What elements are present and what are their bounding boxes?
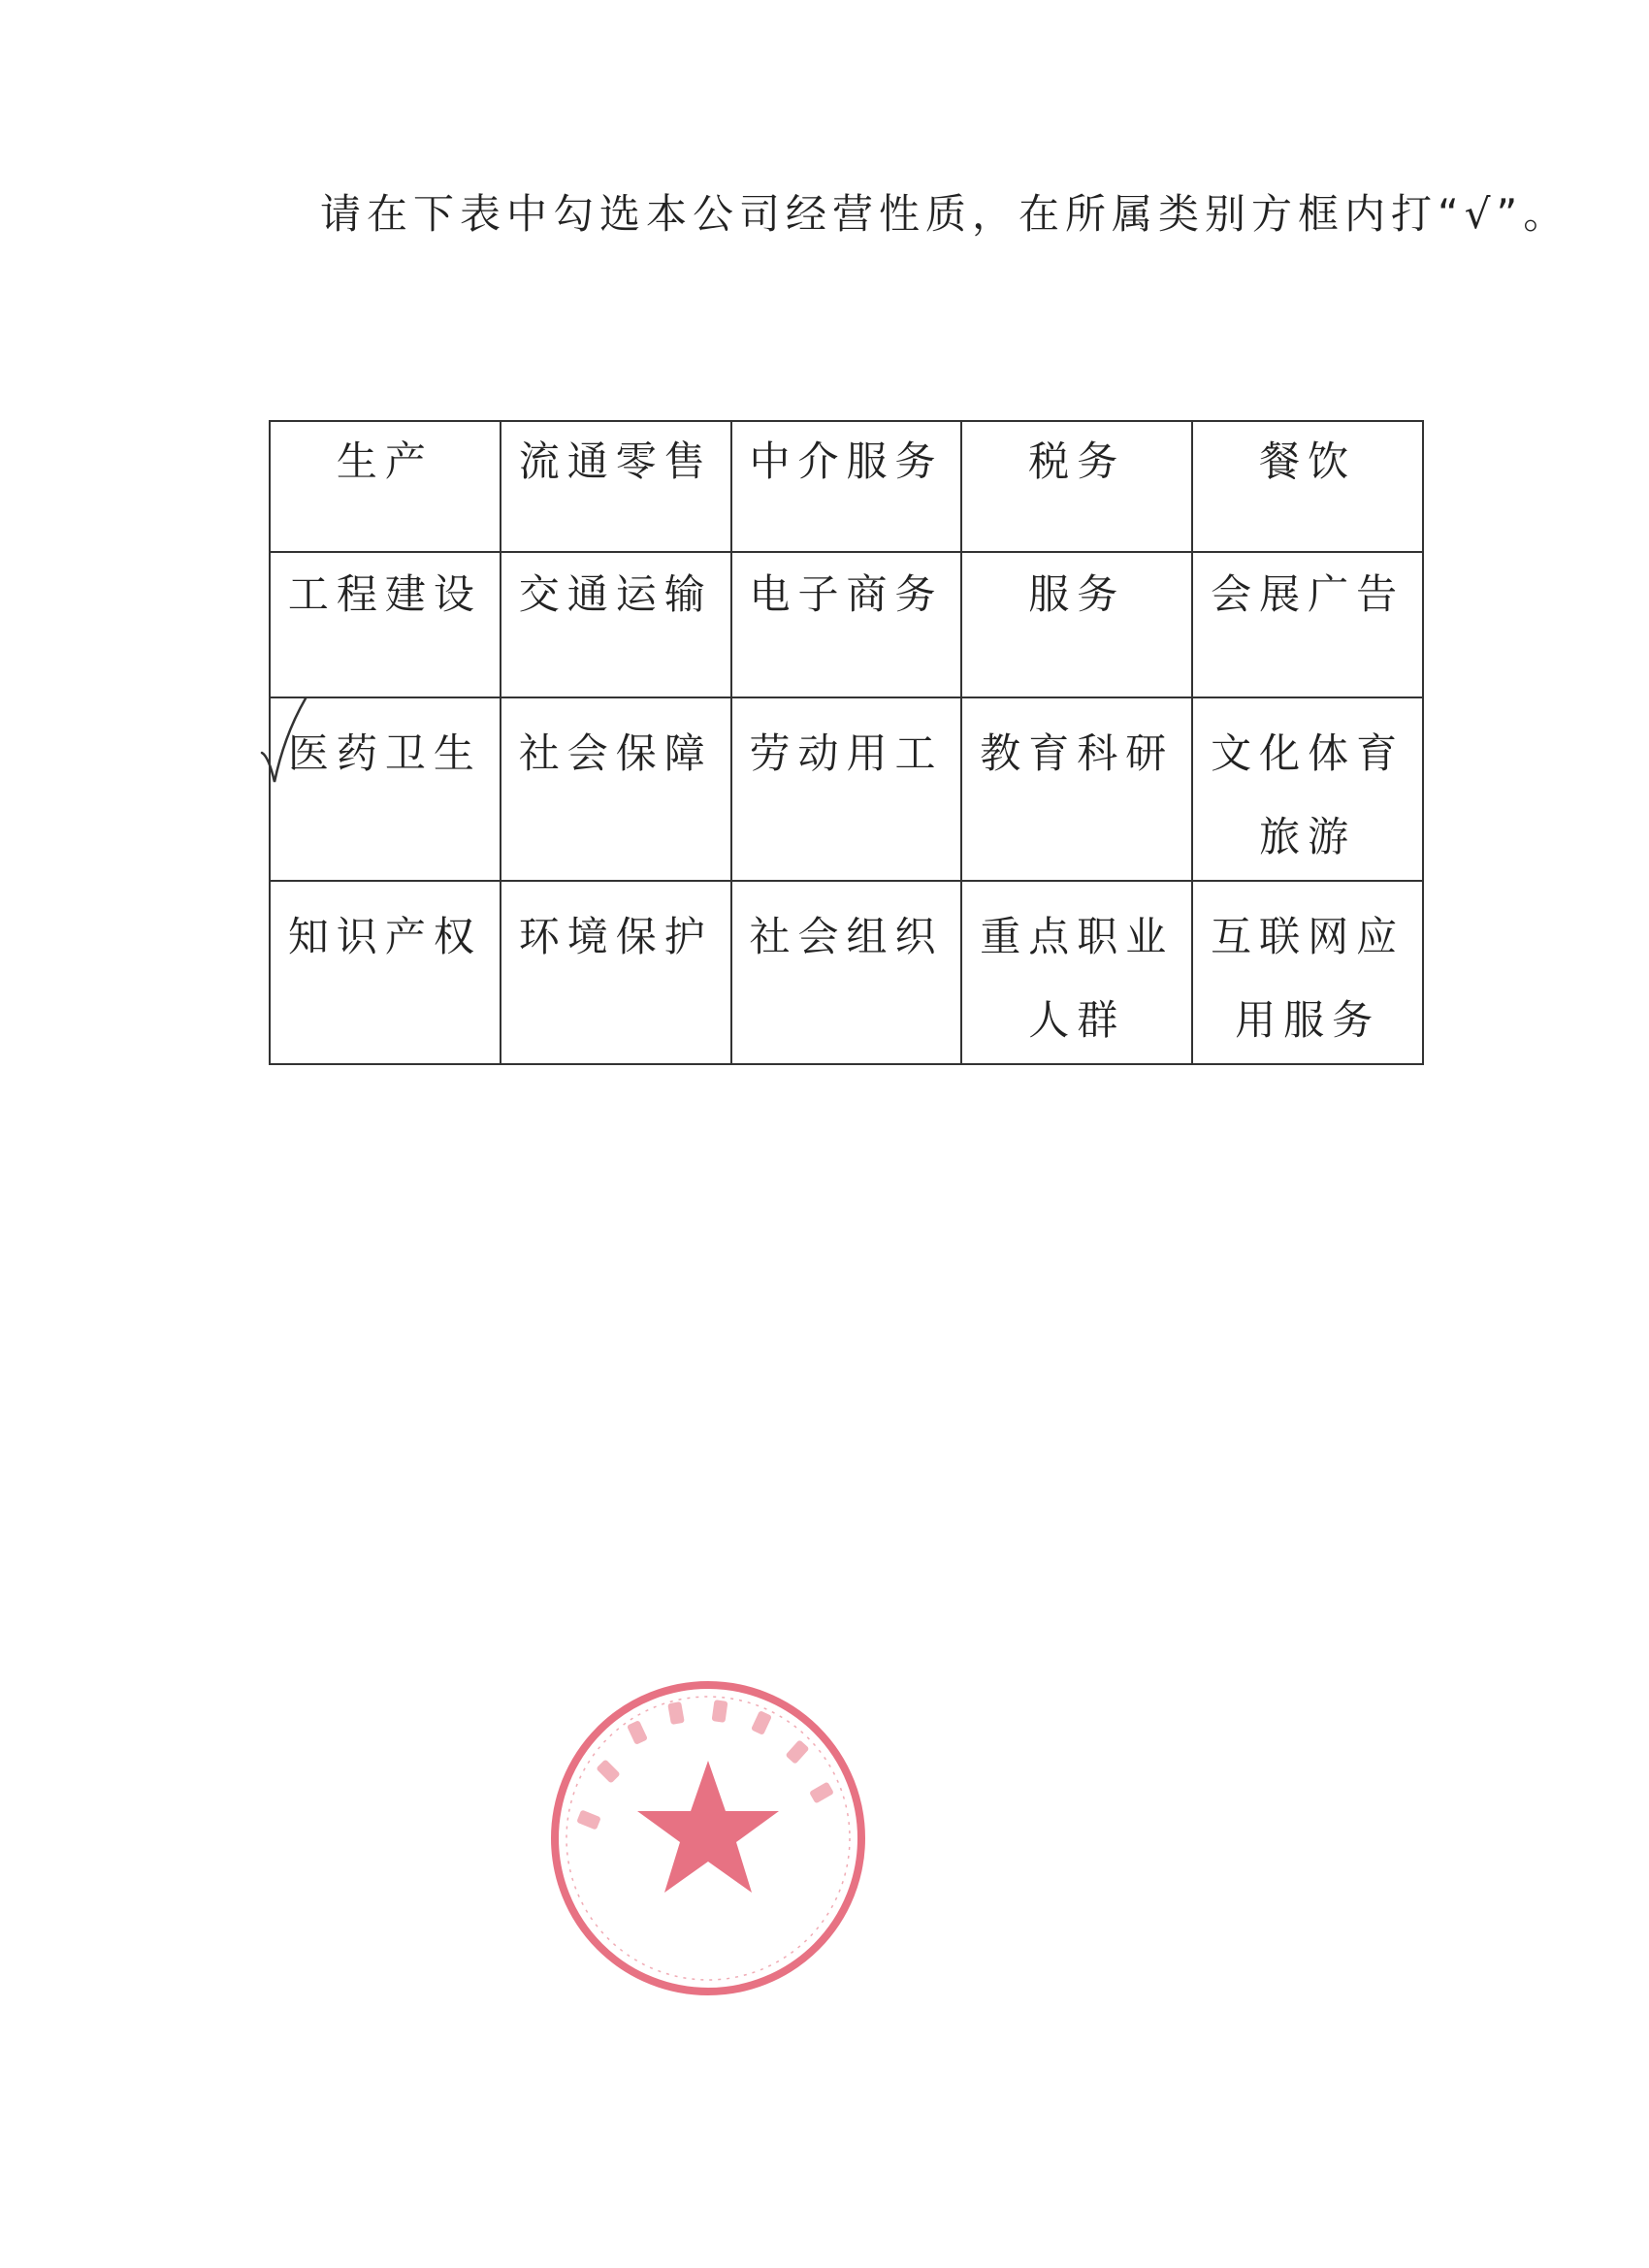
category-cell[interactable] bbox=[270, 881, 501, 1064]
business-category-table bbox=[269, 420, 1424, 1065]
category-label: 餐饮 bbox=[1259, 437, 1357, 485]
category-cell[interactable] bbox=[1192, 552, 1423, 697]
category-label: 互联网应用服务 bbox=[1211, 913, 1406, 1044]
table-row bbox=[270, 552, 1423, 697]
category-cell[interactable] bbox=[731, 881, 962, 1064]
category-cell[interactable] bbox=[961, 697, 1192, 881]
category-cell[interactable] bbox=[1192, 881, 1423, 1064]
category-label: 重点职业人群 bbox=[980, 913, 1175, 1044]
category-label: 知识产权 bbox=[287, 913, 482, 960]
category-cell[interactable] bbox=[961, 421, 1192, 552]
category-cell[interactable] bbox=[1192, 421, 1423, 552]
star-icon bbox=[637, 1761, 779, 1893]
table-row bbox=[270, 421, 1423, 552]
category-cell[interactable] bbox=[270, 421, 501, 552]
category-cell[interactable] bbox=[1192, 697, 1423, 881]
category-cell[interactable] bbox=[501, 552, 731, 697]
category-label: 劳动用工 bbox=[749, 729, 944, 777]
category-cell[interactable] bbox=[731, 421, 962, 552]
category-label: 流通零售 bbox=[518, 437, 713, 485]
category-label: 教育科研 bbox=[980, 729, 1175, 777]
category-cell[interactable] bbox=[501, 421, 731, 552]
category-label: 服务 bbox=[1028, 570, 1126, 618]
category-cell[interactable] bbox=[501, 697, 731, 881]
category-label: 交通运输 bbox=[518, 570, 713, 618]
category-cell[interactable] bbox=[961, 552, 1192, 697]
category-cell[interactable] bbox=[961, 881, 1192, 1064]
category-label: 税务 bbox=[1028, 437, 1126, 485]
category-cell[interactable] bbox=[731, 552, 962, 697]
category-cell[interactable] bbox=[270, 552, 501, 697]
category-label: 医药卫生 bbox=[287, 729, 482, 777]
category-label: 中介服务 bbox=[749, 437, 944, 485]
category-label: 环境保护 bbox=[518, 913, 713, 960]
table-row bbox=[270, 881, 1423, 1064]
category-cell[interactable] bbox=[731, 697, 962, 881]
category-cell[interactable] bbox=[501, 881, 731, 1064]
category-label: 电子商务 bbox=[749, 570, 944, 618]
company-seal bbox=[543, 1673, 873, 2003]
instruction-text: 请在下表中勾选本公司经营性质，在所属类别方框内打“√”。 bbox=[320, 190, 1570, 238]
category-label: 生产 bbox=[336, 437, 434, 485]
check-mark-icon bbox=[259, 697, 307, 784]
category-label: 社会保障 bbox=[518, 729, 713, 777]
category-label: 会展广告 bbox=[1211, 570, 1406, 618]
category-label: 工程建设 bbox=[287, 570, 482, 618]
category-label: 社会组织 bbox=[749, 913, 944, 960]
category-label: 文化体育旅游 bbox=[1211, 729, 1406, 860]
table-row bbox=[270, 697, 1423, 881]
category-cell-checked[interactable] bbox=[270, 697, 501, 881]
